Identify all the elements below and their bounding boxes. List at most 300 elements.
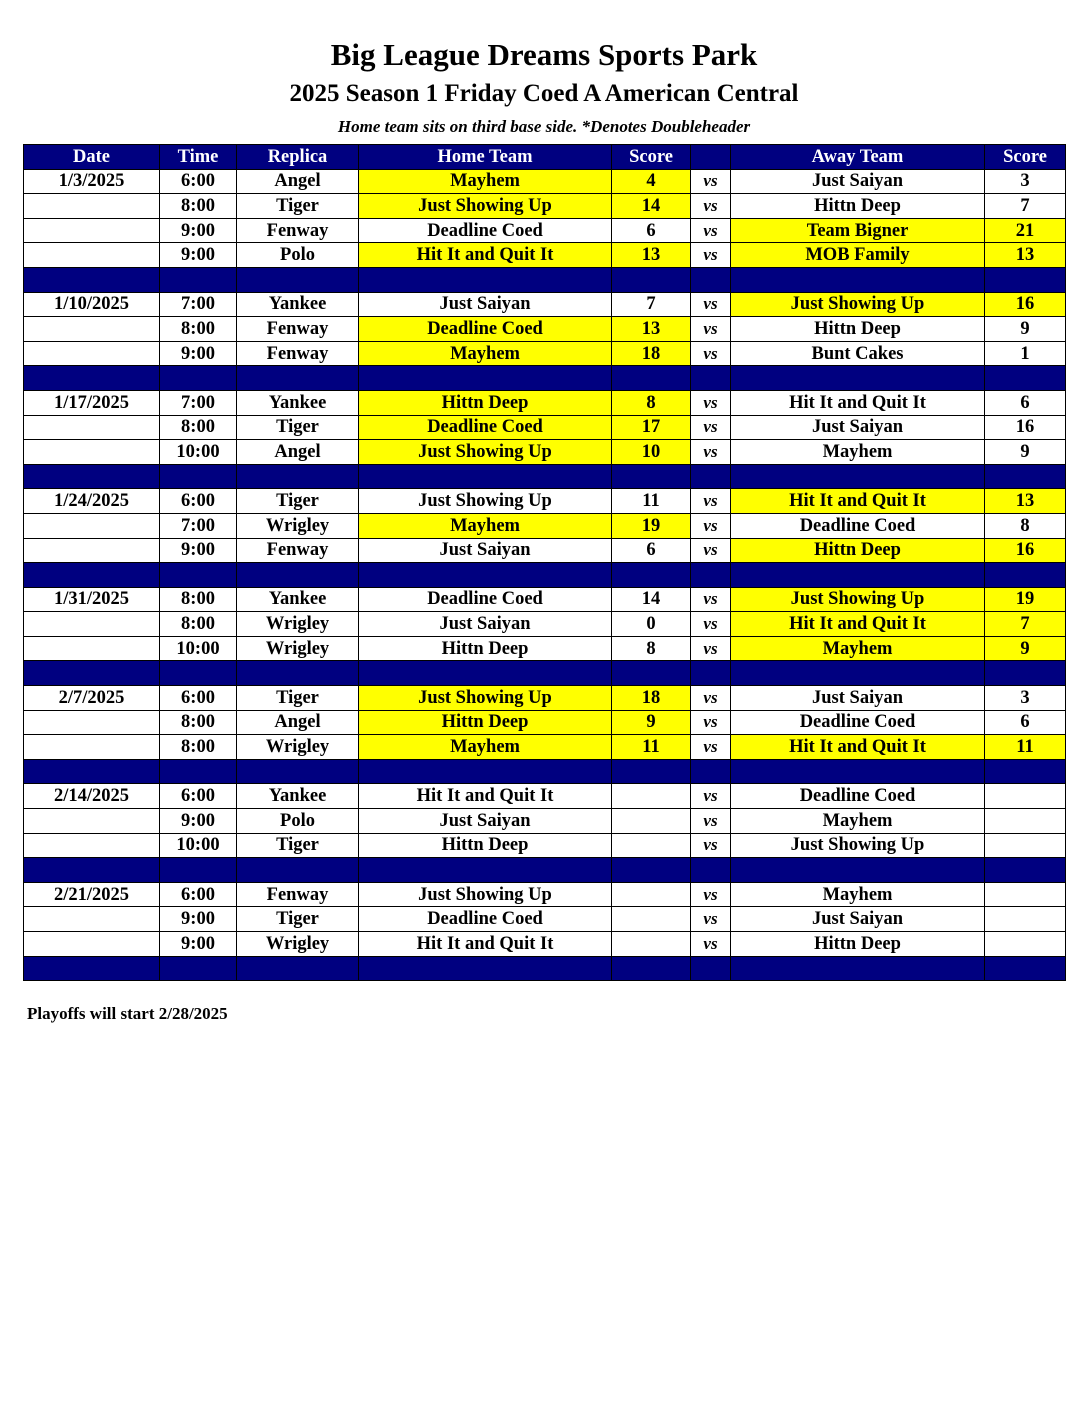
table-row [24,636,1066,661]
date-cell [24,243,160,268]
replica-cell: Fenway [237,538,359,563]
separator-cell [612,563,691,588]
replica-cell: Fenway [237,882,359,907]
away-score-cell: 16 [985,292,1066,317]
replica-cell: Tiger [237,415,359,440]
table-row [24,686,1066,711]
away-team-cell: Deadline Coed [731,710,985,735]
home-score-cell: 7 [612,292,691,317]
away-team-cell: Hit It and Quit It [731,489,985,514]
home-score-cell: 14 [612,587,691,612]
replica-cell: Yankee [237,292,359,317]
separator-cell [359,956,612,981]
home-score-cell: 19 [612,513,691,538]
away-team-cell: Deadline Coed [731,784,985,809]
away-team-cell: Mayhem [731,440,985,465]
away-score-cell [985,882,1066,907]
separator-cell [24,464,160,489]
home-score-cell: 11 [612,735,691,760]
vs-cell: vs [691,710,731,735]
home-score-cell: 8 [612,390,691,415]
col-header-vs [691,145,731,170]
table-row [24,882,1066,907]
separator-cell [237,858,359,883]
away-score-cell [985,833,1066,858]
separator-cell [160,366,237,391]
replica-cell: Fenway [237,218,359,243]
home-team-cell: Hittn Deep [359,390,612,415]
date-cell [24,513,160,538]
date-cell: 2/7/2025 [24,686,160,711]
separator-cell [237,464,359,489]
date-cell [24,636,160,661]
away-team-cell: Just Showing Up [731,587,985,612]
separator-cell [985,956,1066,981]
replica-cell: Wrigley [237,513,359,538]
vs-cell: vs [691,686,731,711]
vs-cell: vs [691,292,731,317]
away-team-cell: Just Saiyan [731,415,985,440]
date-cell [24,735,160,760]
time-cell: 9:00 [160,809,237,834]
table-row [24,538,1066,563]
home-team-cell: Hit It and Quit It [359,784,612,809]
vs-cell: vs [691,513,731,538]
separator-cell [359,563,612,588]
time-cell: 8:00 [160,587,237,612]
away-team-cell: Hit It and Quit It [731,390,985,415]
table-row [24,194,1066,219]
week-separator-row [24,661,1066,686]
separator-cell [359,759,612,784]
away-team-cell: Hit It and Quit It [731,612,985,637]
date-cell [24,415,160,440]
home-score-cell: 17 [612,415,691,440]
away-team-cell: Hittn Deep [731,194,985,219]
replica-cell: Tiger [237,833,359,858]
col-header-home-score: Score [612,145,691,170]
away-score-cell: 11 [985,735,1066,760]
date-cell [24,218,160,243]
vs-cell: vs [691,833,731,858]
replica-cell: Polo [237,243,359,268]
date-cell: 1/17/2025 [24,390,160,415]
away-team-cell: Hittn Deep [731,538,985,563]
footer-note: Playoffs will start 2/28/2025 [27,1004,228,1023]
header-row [24,145,1066,170]
home-team-cell: Hittn Deep [359,833,612,858]
vs-cell: vs [691,194,731,219]
away-team-cell: Just Saiyan [731,686,985,711]
vs-cell: vs [691,317,731,342]
away-team-cell: Just Showing Up [731,833,985,858]
replica-cell: Yankee [237,784,359,809]
separator-cell [359,858,612,883]
replica-cell: Tiger [237,686,359,711]
away-score-cell: 8 [985,513,1066,538]
home-team-cell: Just Saiyan [359,538,612,563]
date-cell [24,833,160,858]
date-cell: 1/10/2025 [24,292,160,317]
separator-cell [160,464,237,489]
away-team-cell: Bunt Cakes [731,341,985,366]
table-row [24,513,1066,538]
separator-cell [359,366,612,391]
away-score-cell: 6 [985,710,1066,735]
replica-cell: Wrigley [237,932,359,957]
time-cell: 6:00 [160,489,237,514]
week-separator-row [24,759,1066,784]
separator-cell [691,366,731,391]
date-cell [24,538,160,563]
home-team-cell: Mayhem [359,735,612,760]
vs-cell: vs [691,612,731,637]
home-score-cell: 8 [612,636,691,661]
time-cell: 9:00 [160,907,237,932]
home-score-cell [612,932,691,957]
separator-cell [731,464,985,489]
separator-cell [731,366,985,391]
away-team-cell: Team Bigner [731,218,985,243]
date-cell: 1/31/2025 [24,587,160,612]
home-team-cell: Just Showing Up [359,686,612,711]
separator-cell [612,858,691,883]
away-team-cell: Mayhem [731,636,985,661]
away-score-cell: 1 [985,341,1066,366]
time-cell: 6:00 [160,686,237,711]
separator-cell [691,267,731,292]
replica-cell: Angel [237,440,359,465]
home-team-cell: Just Showing Up [359,489,612,514]
separator-cell [731,956,985,981]
away-team-cell: Just Saiyan [731,907,985,932]
separator-cell [237,563,359,588]
separator-cell [691,464,731,489]
separator-cell [612,759,691,784]
separator-cell [24,858,160,883]
schedule-table [23,144,1066,981]
separator-cell [691,759,731,784]
away-score-cell: 3 [985,686,1066,711]
separator-cell [731,858,985,883]
col-header-away-score: Score [985,145,1066,170]
separator-cell [731,661,985,686]
time-cell: 8:00 [160,317,237,342]
home-team-cell: Hit It and Quit It [359,243,612,268]
replica-cell: Tiger [237,489,359,514]
date-cell [24,932,160,957]
time-cell: 9:00 [160,218,237,243]
time-cell: 8:00 [160,710,237,735]
separator-cell [237,759,359,784]
separator-cell [612,464,691,489]
away-score-cell: 9 [985,317,1066,342]
vs-cell: vs [691,538,731,563]
col-header-away-team: Away Team [731,145,985,170]
separator-cell [24,267,160,292]
home-team-cell: Just Showing Up [359,882,612,907]
separator-cell [160,858,237,883]
separator-cell [160,956,237,981]
table-row [24,833,1066,858]
vs-cell: vs [691,169,731,194]
home-score-cell: 6 [612,538,691,563]
vs-cell: vs [691,932,731,957]
separator-cell [160,759,237,784]
time-cell: 9:00 [160,538,237,563]
home-team-cell: Just Showing Up [359,440,612,465]
home-team-cell: Hittn Deep [359,636,612,661]
replica-cell: Tiger [237,194,359,219]
separator-cell [731,563,985,588]
time-cell: 7:00 [160,513,237,538]
time-cell: 10:00 [160,833,237,858]
week-separator-row [24,267,1066,292]
vs-cell: vs [691,809,731,834]
time-cell: 9:00 [160,932,237,957]
replica-cell: Fenway [237,317,359,342]
week-separator-row [24,858,1066,883]
vs-cell: vs [691,907,731,932]
home-team-cell: Deadline Coed [359,415,612,440]
week-separator-row [24,464,1066,489]
vs-cell: vs [691,243,731,268]
home-team-cell: Deadline Coed [359,317,612,342]
separator-cell [24,366,160,391]
home-score-cell: 18 [612,686,691,711]
home-score-cell: 4 [612,169,691,194]
away-score-cell: 16 [985,538,1066,563]
replica-cell: Wrigley [237,735,359,760]
time-cell: 9:00 [160,341,237,366]
away-score-cell [985,784,1066,809]
home-team-cell: Just Saiyan [359,809,612,834]
separator-cell [24,759,160,784]
vs-cell: vs [691,735,731,760]
separator-cell [985,464,1066,489]
away-team-cell: Mayhem [731,809,985,834]
vs-cell: vs [691,489,731,514]
time-cell: 6:00 [160,169,237,194]
replica-cell: Polo [237,809,359,834]
table-row [24,169,1066,194]
replica-cell: Yankee [237,390,359,415]
away-team-cell: Hittn Deep [731,932,985,957]
page-title: Big League Dreams Sports Park [330,37,758,72]
home-score-cell [612,833,691,858]
schedule-note: Home team sits on third base side. *Denotes Doubleheader [337,117,751,136]
away-score-cell: 13 [985,243,1066,268]
away-score-cell: 13 [985,489,1066,514]
date-cell: 1/24/2025 [24,489,160,514]
separator-cell [985,366,1066,391]
away-score-cell: 9 [985,636,1066,661]
home-score-cell [612,809,691,834]
table-row [24,341,1066,366]
home-score-cell [612,907,691,932]
separator-cell [985,267,1066,292]
date-cell [24,710,160,735]
separator-cell [359,661,612,686]
separator-cell [160,267,237,292]
replica-cell: Angel [237,169,359,194]
home-team-cell: Just Showing Up [359,194,612,219]
week-separator-row [24,366,1066,391]
home-team-cell: Deadline Coed [359,587,612,612]
col-header-home-team: Home Team [359,145,612,170]
separator-cell [612,661,691,686]
week-separator-row [24,956,1066,981]
away-score-cell [985,907,1066,932]
table-row [24,735,1066,760]
separator-cell [612,267,691,292]
away-team-cell: Just Showing Up [731,292,985,317]
home-score-cell [612,784,691,809]
away-team-cell: Just Saiyan [731,169,985,194]
home-team-cell: Hittn Deep [359,710,612,735]
home-score-cell: 13 [612,243,691,268]
separator-cell [359,267,612,292]
away-score-cell [985,809,1066,834]
time-cell: 8:00 [160,194,237,219]
table-row [24,415,1066,440]
page-subtitle: 2025 Season 1 Friday Coed A American Central [289,80,799,107]
date-cell [24,612,160,637]
vs-cell: vs [691,636,731,661]
date-cell [24,440,160,465]
away-team-cell: Mayhem [731,882,985,907]
away-score-cell: 7 [985,612,1066,637]
week-separator-row [24,563,1066,588]
time-cell: 7:00 [160,390,237,415]
table-row [24,243,1066,268]
table-row [24,710,1066,735]
separator-cell [237,267,359,292]
away-score-cell: 6 [985,390,1066,415]
time-cell: 8:00 [160,612,237,637]
separator-cell [731,267,985,292]
away-score-cell: 21 [985,218,1066,243]
home-score-cell: 9 [612,710,691,735]
home-team-cell: Deadline Coed [359,218,612,243]
separator-cell [237,661,359,686]
home-team-cell: Just Saiyan [359,612,612,637]
replica-cell: Yankee [237,587,359,612]
time-cell: 10:00 [160,440,237,465]
home-team-cell: Deadline Coed [359,907,612,932]
home-team-cell: Mayhem [359,169,612,194]
home-score-cell [612,882,691,907]
separator-cell [612,956,691,981]
home-team-cell: Hit It and Quit It [359,932,612,957]
replica-cell: Tiger [237,907,359,932]
away-team-cell: MOB Family [731,243,985,268]
separator-cell [985,858,1066,883]
separator-cell [359,464,612,489]
separator-cell [691,563,731,588]
away-team-cell: Hittn Deep [731,317,985,342]
replica-cell: Wrigley [237,612,359,637]
vs-cell: vs [691,587,731,612]
vs-cell: vs [691,882,731,907]
replica-cell: Fenway [237,341,359,366]
away-score-cell: 16 [985,415,1066,440]
date-cell [24,809,160,834]
home-team-cell: Just Saiyan [359,292,612,317]
table-row [24,587,1066,612]
table-row [24,612,1066,637]
separator-cell [985,563,1066,588]
home-score-cell: 11 [612,489,691,514]
vs-cell: vs [691,784,731,809]
vs-cell: vs [691,440,731,465]
home-score-cell: 6 [612,218,691,243]
separator-cell [24,661,160,686]
time-cell: 7:00 [160,292,237,317]
separator-cell [691,956,731,981]
separator-cell [612,366,691,391]
away-team-cell: Deadline Coed [731,513,985,538]
time-cell: 8:00 [160,735,237,760]
col-header-date: Date [24,145,160,170]
vs-cell: vs [691,415,731,440]
date-cell: 2/14/2025 [24,784,160,809]
table-row [24,784,1066,809]
home-team-cell: Mayhem [359,513,612,538]
time-cell: 6:00 [160,882,237,907]
col-header-time: Time [160,145,237,170]
separator-cell [691,858,731,883]
table-row [24,932,1066,957]
separator-cell [985,661,1066,686]
time-cell: 9:00 [160,243,237,268]
away-score-cell [985,932,1066,957]
separator-cell [24,956,160,981]
time-cell: 6:00 [160,784,237,809]
col-header-replica: Replica [237,145,359,170]
table-row [24,218,1066,243]
replica-cell: Angel [237,710,359,735]
table-row [24,390,1066,415]
home-score-cell: 13 [612,317,691,342]
date-cell: 1/3/2025 [24,169,160,194]
away-score-cell: 3 [985,169,1066,194]
date-cell [24,907,160,932]
time-cell: 10:00 [160,636,237,661]
separator-cell [160,661,237,686]
separator-cell [237,366,359,391]
separator-cell [160,563,237,588]
table-row [24,907,1066,932]
away-score-cell: 7 [985,194,1066,219]
vs-cell: vs [691,218,731,243]
away-team-cell: Hit It and Quit It [731,735,985,760]
date-cell: 2/21/2025 [24,882,160,907]
vs-cell: vs [691,341,731,366]
date-cell [24,194,160,219]
home-team-cell: Mayhem [359,341,612,366]
date-cell [24,317,160,342]
separator-cell [691,661,731,686]
table-row [24,317,1066,342]
home-score-cell: 18 [612,341,691,366]
table-row [24,440,1066,465]
table-row [24,489,1066,514]
table-row [24,292,1066,317]
vs-cell: vs [691,390,731,415]
date-cell [24,341,160,366]
separator-cell [731,759,985,784]
